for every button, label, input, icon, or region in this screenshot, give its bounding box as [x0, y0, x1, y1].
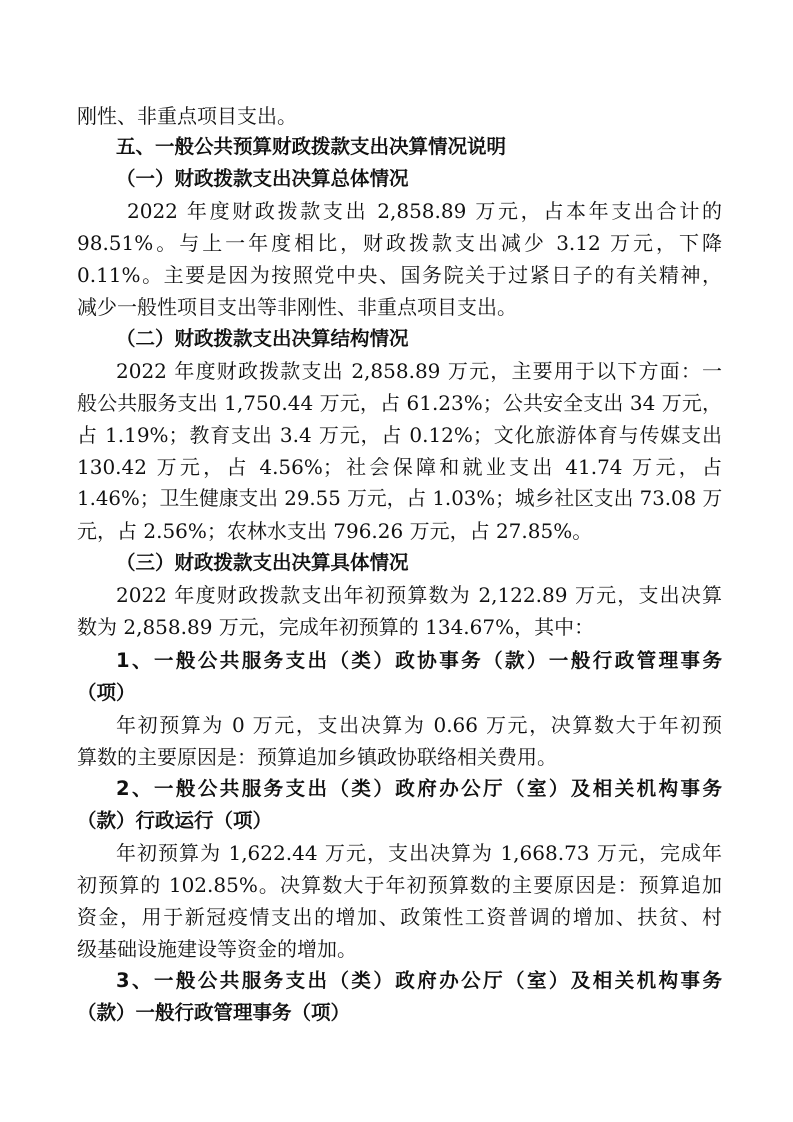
item-heading: （款）行政运行（项）	[77, 809, 273, 832]
text-line: 年初预算为 1,622.44 万元，支出决算为 1,668.73 万元，完成年	[116, 841, 722, 865]
text-line: 1.46%；卫生健康支出 29.55 万元，占 1.03%；城乡社区支出 73.08 万	[77, 487, 723, 510]
text-line: 0.11%。主要是因为按照党中央、国务院关于过紧日子的有关精神，	[77, 263, 722, 287]
section-heading: 五、一般公共预算财政拨款支出决算情况说明	[116, 135, 507, 158]
item-heading: 1、一般公共服务支出（类）政协事务（款）一般行政管理事务	[116, 649, 722, 672]
text-line: 98.51%。与上一年度相比，财政拨款支出减少 3.12 万元，下降	[77, 231, 722, 255]
subsection-heading: （二）财政拨款支出决算结构情况	[116, 327, 409, 350]
text-line: 2022 年度财政拨款支出 2,858.89 万元，主要用于以下方面：一	[116, 359, 722, 383]
text-line: 占 1.19%；教育支出 3.4 万元，占 0.12%；文化旅游体育与传媒支出	[77, 423, 722, 447]
item-heading: （款）一般行政管理事务（项）	[77, 1001, 351, 1024]
text-line: 数为 2,858.89 万元，完成年初预算的 134.67%，其中：	[77, 615, 595, 639]
text-line: 算数的主要原因是：预算追加乡镇政协联络相关费用。	[77, 745, 557, 769]
text-line: 年初预算为 0 万元，支出决算为 0.66 万元，决算数大于年初预	[116, 713, 722, 737]
text-line: 2022 年度财政拨款支出年初预算数为 2,122.89 万元，支出决算	[116, 583, 722, 607]
text-line: 减少一般性项目支出等非刚性、非重点项目支出。	[77, 295, 517, 319]
text-line: 2022 年度财政拨款支出 2,858.89 万元，占本年支出合计的	[127, 199, 722, 223]
item-heading: 3、一般公共服务支出（类）政府办公厅（室）及相关机构事务	[116, 969, 722, 992]
text-line: 元，占 2.56%；农林水支出 796.26 万元，占 27.85%。	[77, 519, 593, 543]
text-line: 资金，用于新冠疫情支出的增加、政策性工资普调的增加、扶贫、村	[77, 905, 722, 929]
subsection-heading: （三）财政拨款支出决算具体情况	[116, 551, 409, 574]
item-heading: 2、一般公共服务支出（类）政府办公厅（室）及相关机构事务	[116, 777, 722, 800]
subsection-heading: （一）财政拨款支出决算总体情况	[116, 167, 409, 190]
text-line: 级基础设施建设等资金的增加。	[77, 937, 357, 961]
item-heading: （项）	[77, 681, 136, 704]
text-line: 130.42 万元，占 4.56%；社会保障和就业支出 41.74 万元，占	[77, 455, 722, 479]
text-line: 刚性、非重点项目支出。	[77, 104, 297, 128]
text-line: 般公共服务支出 1,750.44 万元，占 61.23%；公共安全支出 34 万元，	[77, 391, 722, 415]
text-line: 初预算的 102.85%。决算数大于年初预算数的主要原因是：预算追加	[77, 873, 722, 897]
